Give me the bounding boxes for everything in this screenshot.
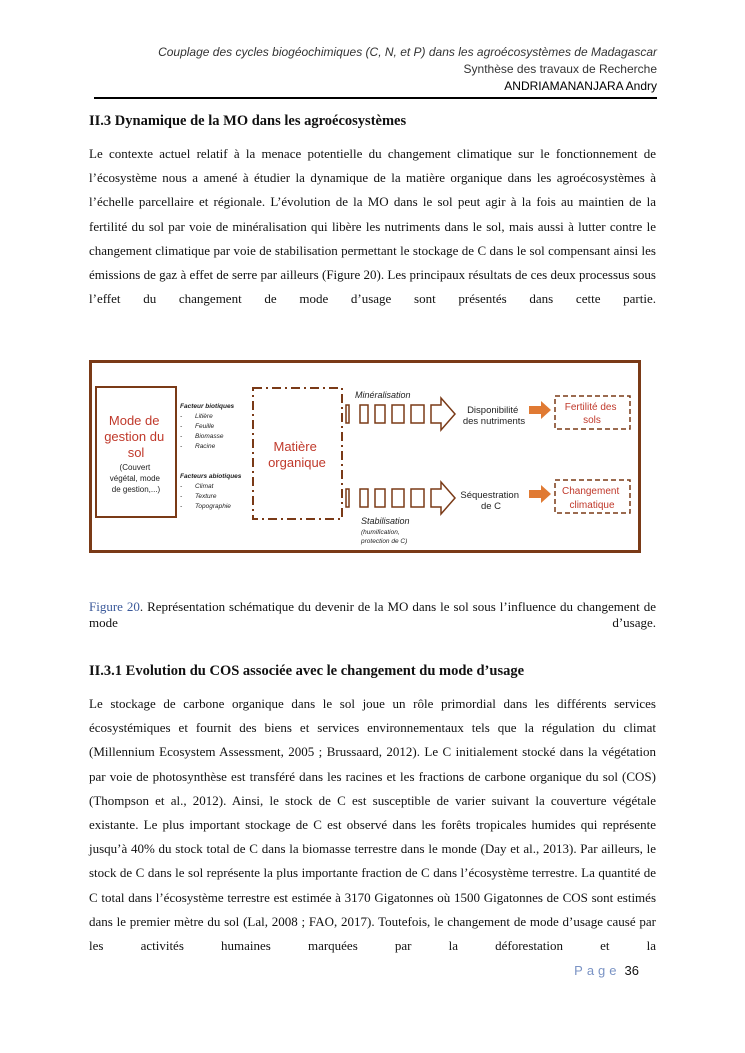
svg-text:-: - <box>180 493 183 500</box>
svg-text:-: - <box>180 413 183 420</box>
fertility-line: Fertilité des <box>564 402 617 413</box>
svg-text:-: - <box>180 483 183 490</box>
management-note: de gestion,...) <box>111 485 161 494</box>
mineralisation-label: Minéralisation <box>355 390 411 400</box>
figure-caption-label: Figure 20 <box>89 599 140 614</box>
organic-matter-line: Matière <box>273 439 317 454</box>
biotic-item: Litière <box>195 413 213 420</box>
biotic-item: Biomasse <box>195 433 224 440</box>
management-line: Mode de <box>108 413 160 428</box>
sequestration-line: Séquestration <box>460 490 519 501</box>
svg-text:Facteur biotiques <box>180 403 235 410</box>
figure-caption-text: . Représentation schématique du devenir de la MO dans le sol sous l’influence du changement de mode d’usage. <box>89 599 656 630</box>
stabilisation-label: Stabilisation <box>361 516 410 526</box>
management-note: (Couvert <box>119 463 151 472</box>
page-footer <box>574 963 639 978</box>
header-title: Couplage des cycles biogéochimiques (C, N, et P) dans les agroécosystèmes de Madagascar <box>158 45 657 59</box>
climate-line: Changement <box>561 486 620 497</box>
abiotic-item: Climat <box>195 483 214 490</box>
header-author: ANDRIAMANANJARA Andry <box>504 79 657 93</box>
management-line: sol <box>127 445 145 460</box>
management-note: végétal, mode <box>109 474 161 483</box>
figure-diagram <box>89 360 641 553</box>
biotic-item: Feuille <box>195 423 215 430</box>
svg-text:Facteurs abiotiques <box>180 473 242 480</box>
sequestration-line: de C <box>480 501 502 512</box>
section-paragraph: Le contexte actuel relatif à la menace potentielle du changement climatique sur le fonctionnement de l’écosystème nous a amené à étudier la dynamique de la matière organique dans les agroécosystèmes à l’échelle parcellaire et régionale. L’évolution de la MO dans le sol peut agir à la fois au maintien de la fertilité du sol par voie de minéralisation qui libère les nutriments dans le sol, mais aussi à lutter contre le changement climatique par voie de stabilisation permettant le stockage de C dans le sol compensant ainsi les émissions de gaz à effet de serre par ailleurs (Figure 20). Les principaux résultats de ces deux processus sous l’effet du changement de mode d’usage sont présentés dans cette partie. <box>89 146 656 307</box>
header-rule <box>94 97 657 99</box>
svg-text:Matière organique <box>268 439 326 470</box>
organic-matter-line: organique <box>268 455 326 470</box>
svg-text:-: - <box>180 503 183 510</box>
management-line: gestion du <box>104 429 165 444</box>
nutrients-line: Disponibilité <box>467 405 519 416</box>
page-number: 36 <box>624 963 639 978</box>
fertility-line: sols <box>583 415 601 426</box>
subsection-heading: II.3.1 Evolution du COS associée avec le changement du mode d’usage <box>89 663 525 679</box>
svg-text:Disponibilité des nutrimen <box>463 405 526 427</box>
subsection-paragraph: Le stockage de carbone organique dans le sol joue un rôle primordial dans les différents services écosystémiques et fournit des biens et services environnementaux tels que la régulation du climat (Millennium Ecosystem Assessment, 2005 ; Brussaard, 2012). Le C initialement stocké dans la végétation par voie de photosynthèse est transféré dans les racines et les fractions de carbone organique du sol (COS) (Thompson et al., 2012). Ainsi, le stock de C est susceptible de varier suivant la couverture végétale existante. Le plus important stockage de C est observé dans les forêts tropicales humides qui représente jusqu’à 40% du stock total de C dans la biomasse terrestre dans le monde (Day et al., 2013). Par ailleurs, le stock de C dans le sol représente la plus importante fraction de C dans l’écosystème terrestre. La quantité de C total dans l’écosystème terrestre est estimée à 3170 Gigatonnes où 1500 Gigatonnes de COS sont estimés dans le premier mètre du sol (Lal, 2008 ; FAO, 2017). Toutefois, le changement de mode d’usage causé par les activités humaines marquées par la déforestation et la <box>89 696 656 954</box>
stabilisation-note: protection de C) <box>361 538 408 545</box>
figure-caption <box>89 599 656 647</box>
nutrients-line: des nutriments <box>462 416 526 427</box>
biotic-item: Racine <box>195 443 216 450</box>
section-heading: II.3 Dynamique de la MO dans les agroécosystèmes <box>89 113 407 129</box>
page-word: Page <box>574 963 621 978</box>
stabilisation-note: (humification, <box>361 529 400 536</box>
abiotic-item: Topographie <box>195 503 231 510</box>
abiotic-title: Facteurs abiotiques <box>180 473 242 480</box>
header-subtitle: Synthèse des travaux de Recherche <box>463 62 657 76</box>
abiotic-item: Texture <box>195 493 217 500</box>
svg-text:-: - <box>180 443 183 450</box>
svg-text:-: - <box>180 433 183 440</box>
biotic-title: Facteur biotiques <box>180 403 235 410</box>
climate-line: climatique <box>569 500 615 511</box>
svg-text:-: - <box>180 423 183 430</box>
